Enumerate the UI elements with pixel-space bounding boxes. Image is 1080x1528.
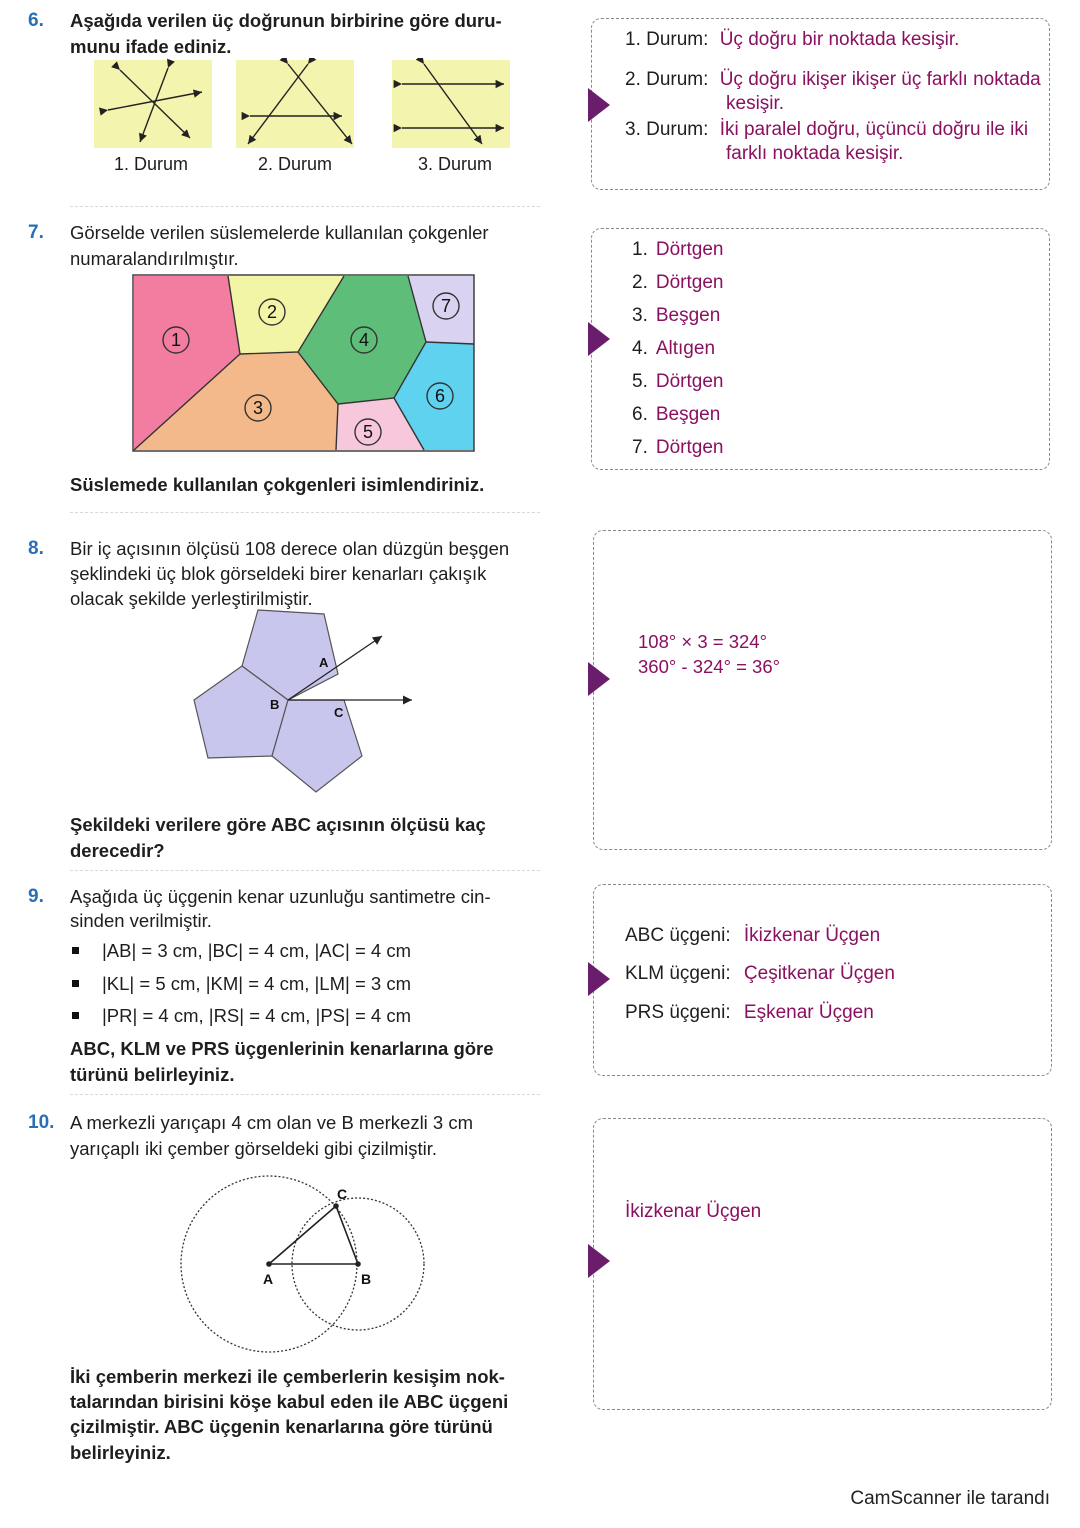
q9-answer-1 xyxy=(625,924,880,948)
q6-caption-2: 2. Durum xyxy=(258,154,333,174)
q7-answer-number: 7. xyxy=(632,437,648,458)
q10-question-line4: belirleyiniz. xyxy=(70,1442,171,1463)
q8-pentagon-figure xyxy=(190,606,430,796)
q6-answer-2-text: Üç doğru ikişer ikişer üç farklı noktada xyxy=(719,69,1041,90)
point-label-c: C xyxy=(334,705,344,720)
q9-number: 9. xyxy=(28,886,44,907)
q6-caption-3: 3. Durum xyxy=(418,154,493,174)
q9-text-line1: Aşağıda üç üçgenin kenar uzunluğu santimetre cin- xyxy=(70,886,491,907)
q7-answer-name: Altıgen xyxy=(655,338,716,359)
q7-number: 7. xyxy=(28,222,44,243)
q7-answer-item xyxy=(632,403,720,427)
q6-line-figures xyxy=(90,58,520,152)
q8-text-line1: Bir iç açısının ölçüsü 108 derece olan düzgün beşgen xyxy=(70,538,510,559)
separator xyxy=(70,512,540,513)
q9-answer-3-label: PRS üçgeni: xyxy=(625,1002,731,1023)
q7-answer-name: Dörtgen xyxy=(655,239,724,260)
q6-answer-1-label: 1. Durum: xyxy=(625,29,709,50)
q10-answer: İkizkenar Üçgen xyxy=(625,1201,762,1222)
q10-answer-box xyxy=(593,1118,1052,1410)
separator xyxy=(70,206,540,207)
q7-answer-item xyxy=(632,304,720,328)
q10-text-line1: A merkezli yarıçapı 4 cm olan ve B merkezli 3 cm xyxy=(70,1112,474,1133)
q10-answer-arrow-icon xyxy=(588,1244,610,1278)
q8-number: 8. xyxy=(28,538,44,559)
q7-answer-number: 3. xyxy=(632,305,648,326)
q9-answer-2-value: Çeşitkenar Üçgen xyxy=(743,963,895,984)
q6-answer-3 xyxy=(625,118,1028,142)
q7-answer-arrow-icon xyxy=(588,322,610,356)
point-label-b: B xyxy=(270,697,280,712)
q9-item-2: |KL| = 5 cm, |KM| = 4 cm, |LM| = 3 cm xyxy=(102,973,411,994)
q7-answer-name: Dörtgen xyxy=(655,437,724,458)
q9-answer-1-value: İkizkenar Üçgen xyxy=(743,925,881,946)
bullet-icon xyxy=(72,980,79,987)
q7-answer-number: 5. xyxy=(632,371,648,392)
q7-answer-item xyxy=(632,370,723,394)
q7-answer-number: 2. xyxy=(632,272,648,293)
scanner-watermark: CamScanner ile tarandı xyxy=(850,1488,1050,1509)
region-label-6: 6 xyxy=(434,386,446,406)
q7-text-line1: Görselde verilen süslemelerde kullanılan çokgenler xyxy=(70,222,489,243)
q6-answer-2-text-cont: kesişir. xyxy=(726,93,785,114)
point-label-b: B xyxy=(361,1271,372,1287)
q7-answer-name: Beşgen xyxy=(655,305,721,326)
q8-text-line3: olacak şekilde yerleştirilmiştir. xyxy=(70,588,313,609)
region-label-2: 2 xyxy=(266,302,278,322)
q9-text-line2: sinden verilmiştir. xyxy=(70,910,212,931)
q6-answer-2-label: 2. Durum: xyxy=(625,69,709,90)
q8-answer-line2: 360° - 324° = 36° xyxy=(638,656,781,677)
q8-question-line1: Şekildeki verilere göre ABC açısının ölçüsü kaç xyxy=(70,814,486,835)
point-label-c: C xyxy=(337,1186,348,1202)
separator xyxy=(70,1094,540,1095)
q8-answer-box xyxy=(593,530,1052,850)
q7-answer-item xyxy=(632,238,723,262)
q7-answer-number: 1. xyxy=(632,239,648,260)
point-label-a: A xyxy=(263,1271,274,1287)
q8-question-line2: derecedir? xyxy=(70,840,165,861)
q6-answer-1-text: Üç doğru bir noktada kesişir. xyxy=(719,29,960,50)
q6-text-line1: Aşağıda verilen üç doğrunun birbirine göre duru- xyxy=(70,10,502,31)
q9-item-1: |AB| = 3 cm, |BC| = 4 cm, |AC| = 4 cm xyxy=(102,940,411,961)
bullet-icon xyxy=(72,1012,79,1019)
q10-question-line1: İki çemberin merkezi ile çemberlerin kesişim nok- xyxy=(70,1366,505,1387)
q7-answer-name: Dörtgen xyxy=(655,371,724,392)
region-label-1: 1 xyxy=(170,330,182,350)
q6-caption-1: 1. Durum xyxy=(114,154,189,174)
q6-answer-arrow-icon xyxy=(588,88,610,122)
q8-answer-line1: 108° × 3 = 324° xyxy=(638,631,767,652)
q7-question: Süslemede kullanılan çokgenleri isimlendiriniz. xyxy=(70,474,485,495)
q7-text-line2: numaralandırılmıştır. xyxy=(70,248,239,269)
q7-answer-item xyxy=(632,436,723,460)
q8-answer-arrow-icon xyxy=(588,662,610,696)
q6-answer-3-text: İki paralel doğru, üçüncü doğru ile iki xyxy=(719,119,1029,140)
q10-text-line2: yarıçaplı iki çember görseldeki gibi çizilmiştir. xyxy=(70,1138,438,1159)
q9-question-line2: türünü belirleyiniz. xyxy=(70,1064,235,1085)
q10-circles-figure xyxy=(176,1170,436,1360)
q9-answer-3 xyxy=(625,1001,874,1025)
q6-answer-3-label: 3. Durum: xyxy=(625,119,709,140)
bullet-icon xyxy=(72,947,79,954)
q9-answer-2 xyxy=(625,962,895,986)
q6-number: 6. xyxy=(28,10,44,31)
q7-answer-number: 6. xyxy=(632,404,648,425)
durum2-figure xyxy=(236,60,354,148)
point-label-a: A xyxy=(319,655,329,670)
region-label-5: 5 xyxy=(362,422,374,442)
region-label-3: 3 xyxy=(252,398,264,418)
q8-text-line2: şeklindeki üç blok görseldeki birer kenarları çakışık xyxy=(70,563,487,584)
region-label-4: 4 xyxy=(358,330,370,350)
q6-text-line2: munu ifade ediniz. xyxy=(70,36,232,57)
q9-answer-1-label: ABC üçgeni: xyxy=(625,925,731,946)
triangle-abc xyxy=(269,1206,358,1264)
durum3-figure xyxy=(392,60,510,148)
pentagon-right xyxy=(272,700,362,792)
q9-answer-2-label: KLM üçgeni: xyxy=(625,963,731,984)
q6-answer-3-text-cont: farklı noktada kesişir. xyxy=(726,143,904,164)
q9-question-line1: ABC, KLM ve PRS üçgenlerinin kenarlarına göre xyxy=(70,1038,494,1059)
durum1-figure xyxy=(94,60,212,148)
q10-question-line2: talarından birisini köşe kabul eden ile ABC üçgeni xyxy=(70,1391,509,1412)
q7-answer-name: Beşgen xyxy=(655,404,721,425)
q9-answer-arrow-icon xyxy=(588,962,610,996)
q9-answer-3-value: Eşkenar Üçgen xyxy=(743,1002,874,1023)
q7-answer-name: Dörtgen xyxy=(655,272,724,293)
q10-number: 10. xyxy=(28,1112,55,1133)
q7-answer-number: 4. xyxy=(632,338,648,359)
region-label-7: 7 xyxy=(440,296,452,316)
q6-answer-2 xyxy=(625,68,1041,92)
separator xyxy=(70,870,540,871)
q6-answer-1 xyxy=(625,28,959,52)
q9-item-3: |PR| = 4 cm, |RS| = 4 cm, |PS| = 4 cm xyxy=(102,1005,411,1026)
q10-question-line3: çizilmiştir. ABC üçgenin kenarlarına göre türünü xyxy=(70,1416,493,1437)
q7-answer-item xyxy=(632,337,715,361)
q7-answer-item xyxy=(632,271,723,295)
q7-tessellation-figure xyxy=(132,274,476,456)
